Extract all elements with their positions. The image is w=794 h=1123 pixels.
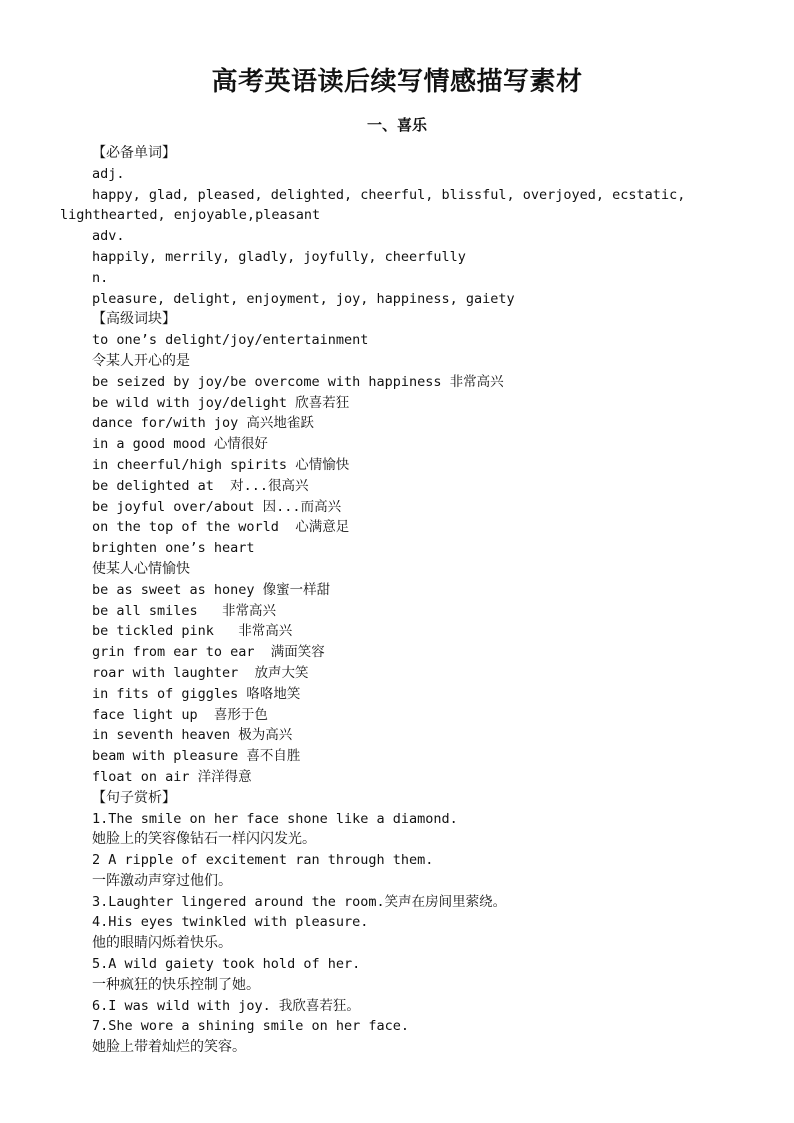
sentence-line: 7.She wore a shining smile on her face. bbox=[92, 1018, 409, 1035]
phrase-line: be seized by joy/be overcome with happiness 非常高兴 bbox=[92, 373, 504, 390]
document-body bbox=[60, 143, 740, 1058]
phrase-line: in seventh heaven 极为高兴 bbox=[92, 727, 293, 744]
phrase-line: be delighted at 对...很高兴 bbox=[92, 477, 309, 494]
adv-list: happily, merrily, gladly, joyfully, cheerfully bbox=[92, 248, 466, 265]
phrase-line: to one’s delight/joy/entertainment bbox=[92, 332, 369, 349]
phrase-line: on the top of the world 心满意足 bbox=[92, 519, 350, 536]
n-list: pleasure, delight, enjoyment, joy, happiness, gaiety bbox=[92, 290, 515, 307]
sentence-translation: 一阵激动声穿过他们。 bbox=[92, 872, 232, 889]
sentence-translation: 她脸上带着灿烂的笑容。 bbox=[92, 1039, 246, 1056]
sentence-line: 5.A wild gaiety took hold of her. bbox=[92, 956, 361, 973]
document-title: 高考英语读后续写情感描写素材 bbox=[211, 67, 583, 97]
phrase-line: be wild with joy/delight 欣喜若狂 bbox=[92, 394, 350, 411]
sentence-translation: 她脸上的笑容像钻石一样闪闪发光。 bbox=[92, 831, 316, 848]
phrase-line: float on air 洋洋得意 bbox=[92, 768, 252, 785]
heading-words: 【必备单词】 bbox=[92, 145, 176, 161]
sentence-line: 3.Laughter lingered around the room.笑声在房间里萦绕。 bbox=[92, 893, 507, 910]
sentence-line: 6.I was wild with joy. 我欣喜若狂。 bbox=[92, 997, 360, 1014]
adj-list-line-1: happy, glad, pleased, delighted, cheerful, blissful, overjoyed, ecstatic, bbox=[92, 186, 686, 203]
phrase-line: dance for/with joy 高兴地雀跃 bbox=[92, 415, 314, 432]
sentence-line: 2 A ripple of excitement ran through them. bbox=[92, 852, 434, 869]
sentence-line: 4.His eyes twinkled with pleasure. bbox=[92, 914, 369, 931]
phrase-line: beam with pleasure 喜不自胜 bbox=[92, 748, 301, 765]
heading-phrases: 【高级词块】 bbox=[92, 311, 176, 328]
phrase-line: 令某人开心的是 bbox=[92, 352, 190, 369]
phrase-line: in fits of giggles 咯咯地笑 bbox=[92, 685, 301, 702]
n-label: n. bbox=[92, 269, 109, 286]
sentence-line: 1.The smile on her face shone like a diamond. bbox=[92, 810, 458, 827]
phrase-line: be tickled pink 非常高兴 bbox=[92, 623, 293, 640]
phrase-line: 使某人心情愉快 bbox=[92, 560, 190, 577]
phrase-line: brighten one’s heart bbox=[92, 540, 255, 557]
phrase-line: in cheerful/high spirits 心情愉快 bbox=[92, 456, 350, 473]
adv-label: adv. bbox=[92, 228, 125, 245]
phrase-line: roar with laughter 放声大笑 bbox=[92, 664, 309, 681]
section-title: 一、喜乐 bbox=[366, 116, 427, 134]
phrase-line: be all smiles 非常高兴 bbox=[92, 602, 277, 619]
adj-label: adj. bbox=[92, 165, 125, 182]
sentence-translation: 一种疯狂的快乐控制了她。 bbox=[92, 976, 260, 993]
phrase-line: in a good mood 心情很好 bbox=[92, 436, 268, 453]
adj-list-line-2: lighthearted, enjoyable,pleasant bbox=[60, 207, 321, 224]
sentence-translation: 他的眼睛闪烁着快乐。 bbox=[92, 935, 232, 952]
phrase-line: be joyful over/about 因...而高兴 bbox=[92, 498, 342, 515]
phrase-line: face light up 喜形于色 bbox=[92, 706, 268, 723]
phrase-line: grin from ear to ear 满面笑容 bbox=[92, 644, 325, 661]
phrase-line: be as sweet as honey 像蜜一样甜 bbox=[92, 581, 331, 598]
heading-sentences: 【句子赏析】 bbox=[92, 789, 176, 806]
